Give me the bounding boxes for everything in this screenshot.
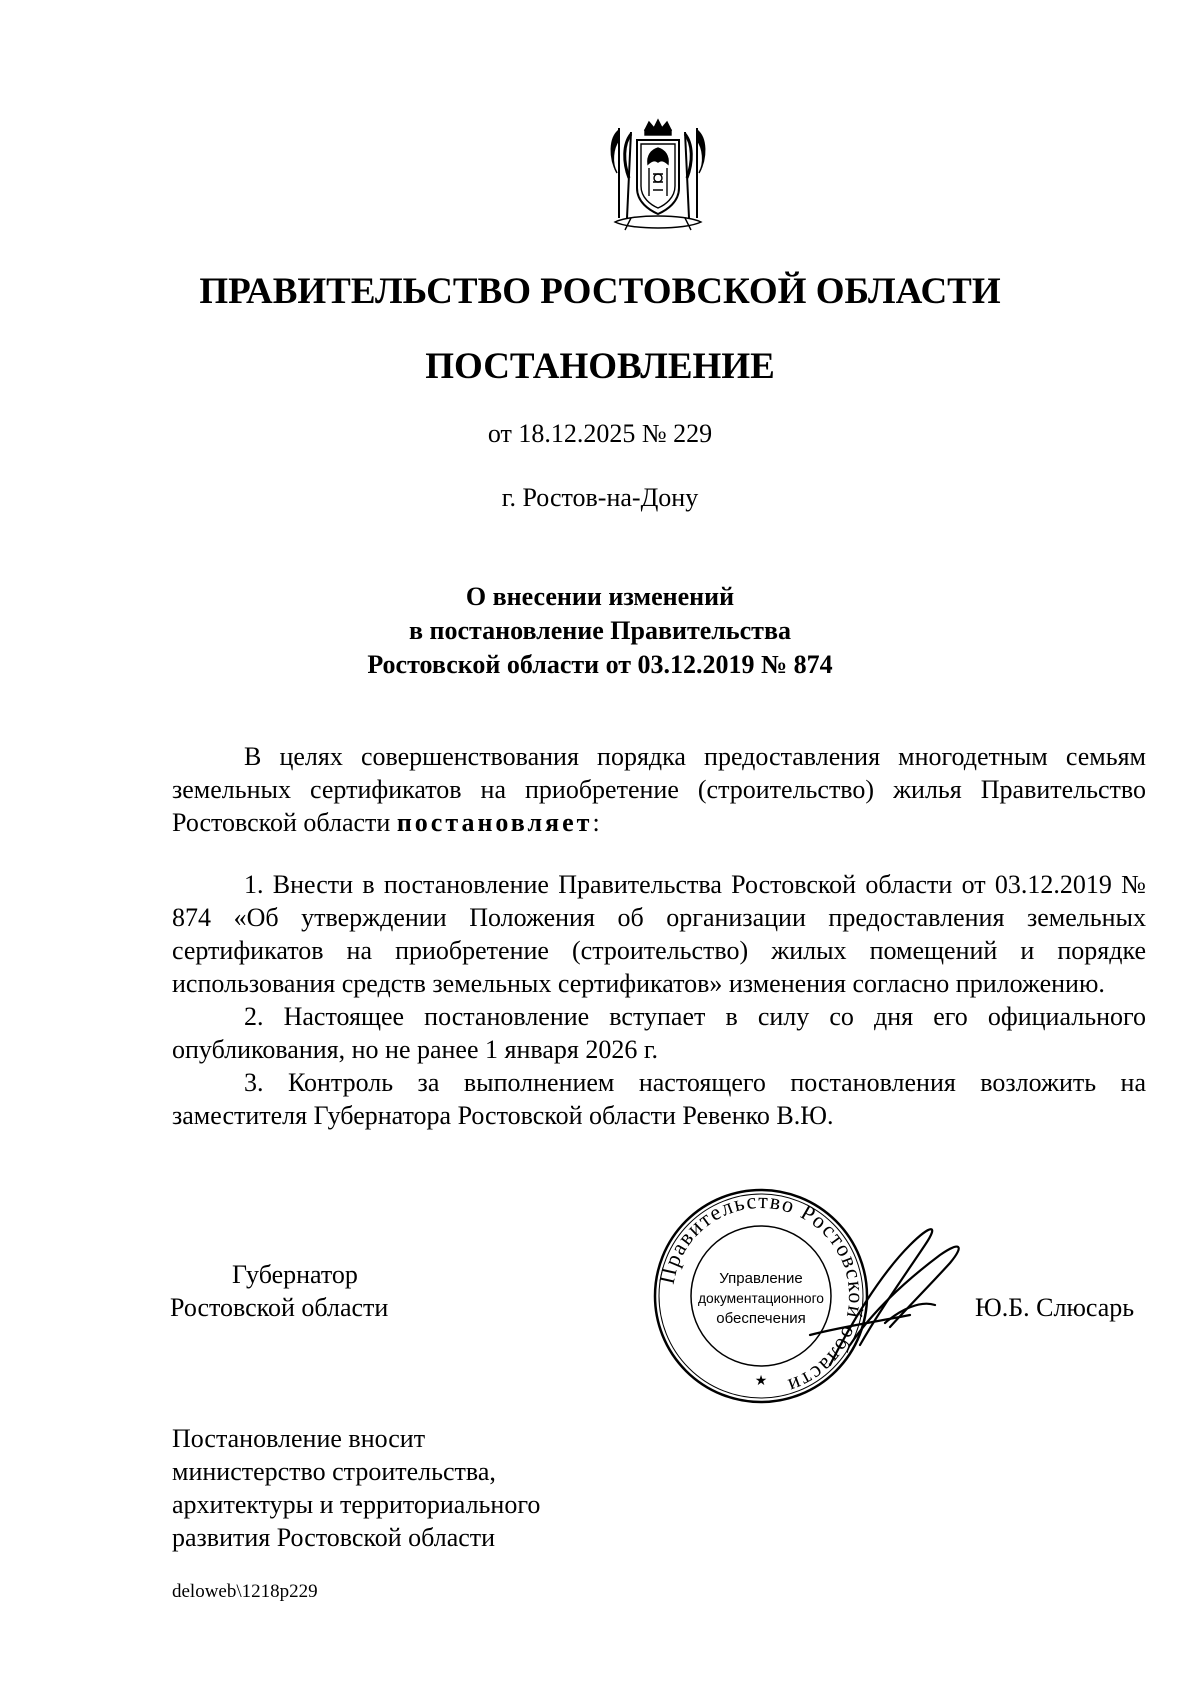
intro-colon: : [592,808,600,837]
resolution-item-2: 2. Настоящее постановление вступает в силу со дня его официального опубликования, но не ранее 1 января 2026 г. [172,1002,1146,1064]
document-date-number: от 18.12.2025 № 229 [487,419,713,448]
resolution-items [172,868,1146,1132]
signatory-position [170,1258,388,1324]
svg-text:★: ★ [754,1372,768,1388]
stamp-outer-text: Правительство Ростовской области [653,1187,870,1400]
submitted-by-line-4: развития Ростовской области [172,1523,496,1552]
stamp-inner-line-1: Управление [719,1270,803,1287]
intro-text: В целях совершенствования порядка предоставления многодетным семьям земельных сертификатов на приобретение (строительство) жилья Правительство Ростовской области [172,742,1146,837]
document-code: deloweb\1218p229 [172,1581,318,1602]
submitted-by-line-3: архитектуры и территориального [172,1490,541,1519]
document-type: ПОСТАНОВЛЕНИЕ [425,346,775,387]
coat-of-arms-emblem [601,118,715,236]
signatory-position-line-2: Ростовской области [170,1293,389,1322]
stamp-inner-line-2: документационного [698,1290,825,1306]
handwritten-signature [790,1215,980,1385]
submitted-by-line-1: Постановление вносит [172,1424,426,1453]
signatory-position-line-1: Губернатор [232,1260,358,1289]
submitted-by-note [172,1422,540,1554]
intro-emphasis: постановляет [396,808,593,837]
signatory-name: Ю.Б. Слюсарь [975,1293,1135,1322]
intro-paragraph-block [172,740,1146,839]
subject-line-1: О внесении изменений [465,582,735,611]
subject-line-3: Ростовской области от 03.12.2019 № 874 [367,650,833,679]
resolution-item-1: 1. Внести в постановление Правительства Ростовской области от 03.12.2019 № 874 «Об утверждении Положения об организации предоставления земельных сертификатов на приобретение (строительство) жилых помещений и порядке использования средств земельных сертификатов» изменения согласно приложению. [172,870,1146,998]
intro-paragraph [172,740,1146,839]
document-city: г. Ростов-на-Дону [501,483,699,512]
resolution-item-3: 3. Контроль за выполнением настоящего постановления возложить на заместителя Губернатора Ростовской области Ревенко В.Ю. [172,1068,1146,1130]
document-subject [0,580,1200,682]
organization-title: ПРАВИТЕЛЬСТВО РОСТОВСКОЙ ОБЛАСТИ [199,271,1001,312]
stamp-inner-line-3: обеспечения [716,1310,806,1327]
submitted-by-line-2: министерство строительства, [172,1457,496,1486]
subject-line-2: в постановление Правительства [408,616,791,645]
